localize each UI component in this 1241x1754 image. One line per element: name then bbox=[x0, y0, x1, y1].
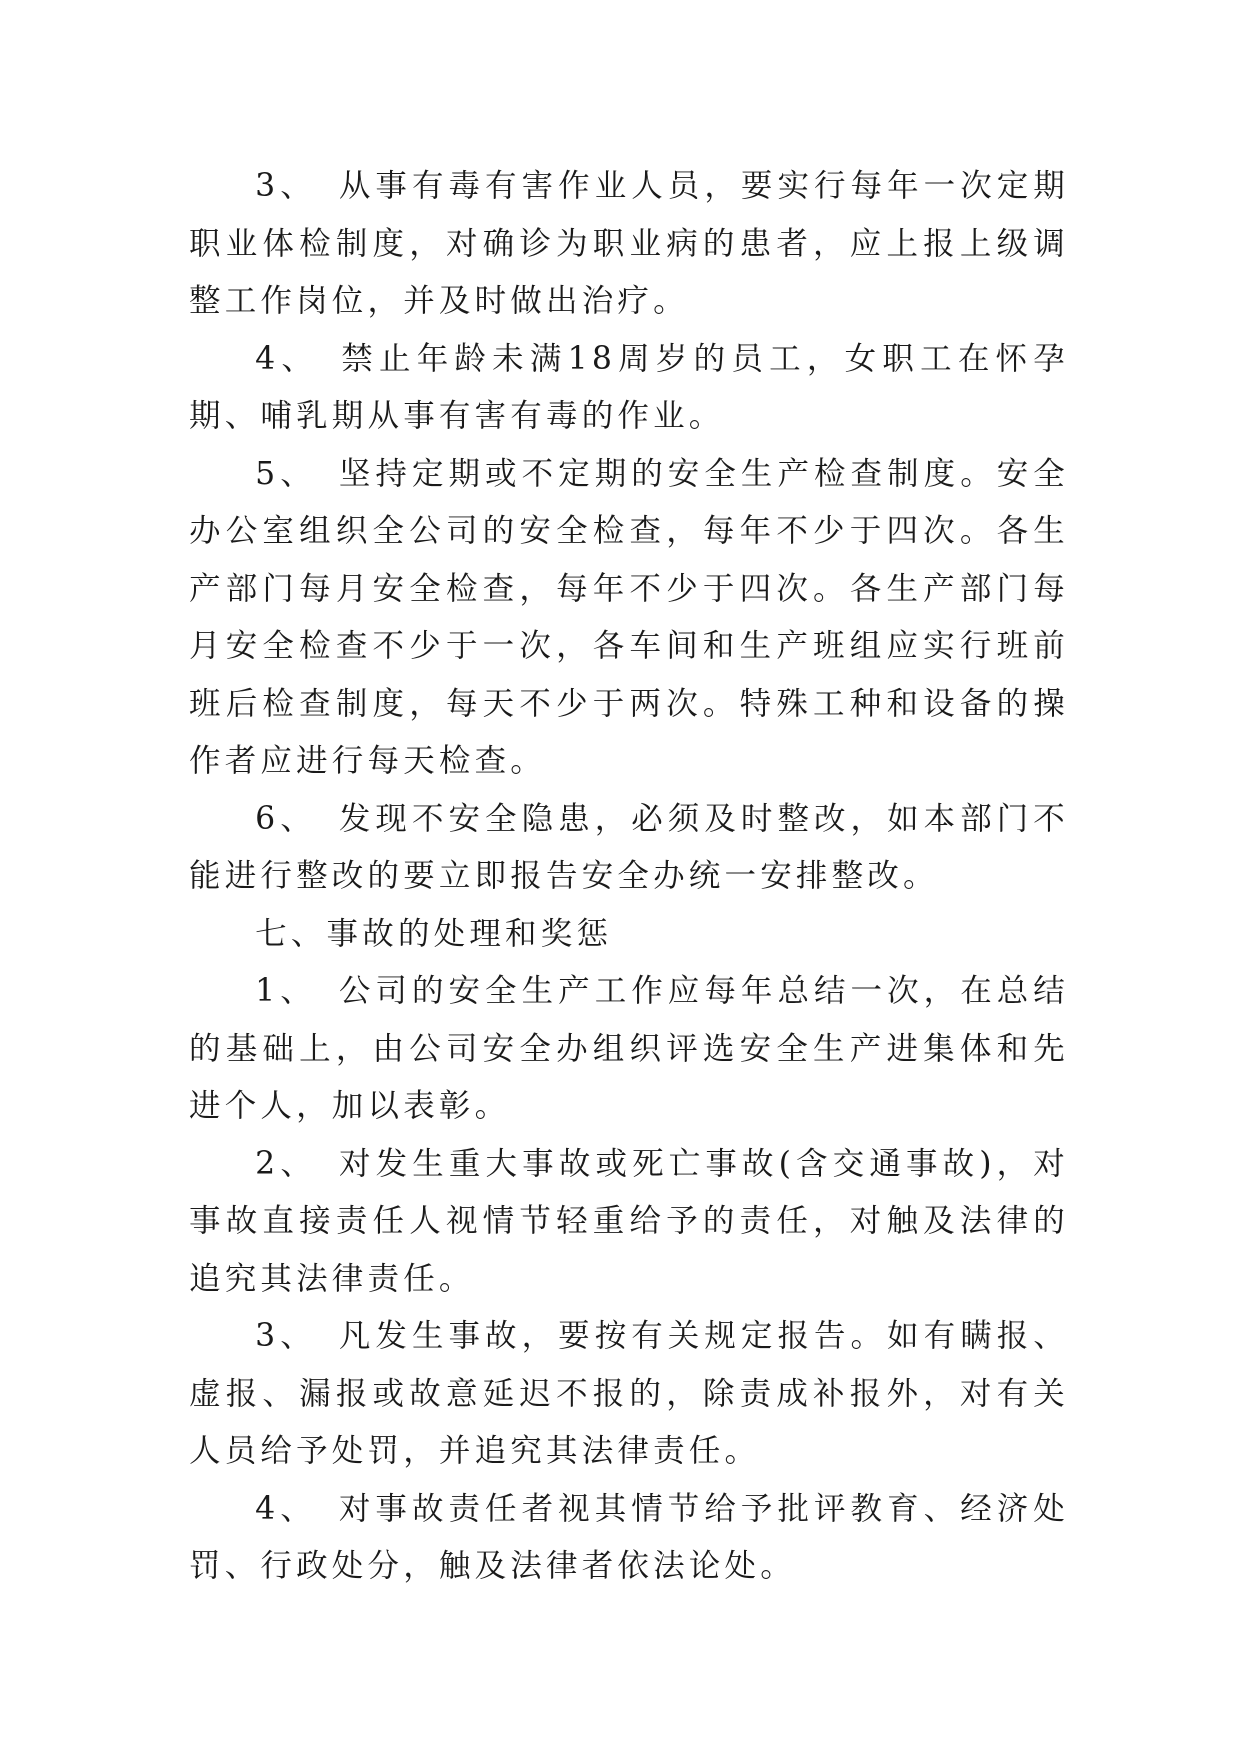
paragraph-number: 2、 bbox=[255, 1145, 317, 1182]
section-paragraph-3 bbox=[189, 1308, 1069, 1481]
paragraph-number: 4、 bbox=[255, 1490, 317, 1527]
paragraph-number: 5、 bbox=[255, 455, 317, 492]
paragraph-text: 禁止年龄未满18周岁的员工，女职工在怀孕期、哺乳期从事有害有毒的作业。 bbox=[189, 340, 1069, 434]
paragraph-number: 6、 bbox=[255, 800, 317, 837]
paragraph-number: 3、 bbox=[255, 168, 317, 204]
paragraph-item-6 bbox=[189, 791, 1069, 906]
section-heading: 七、事故的处理和奖惩 bbox=[255, 915, 613, 952]
paragraph-text: 公司的安全生产工作应每年总结一次，在总结的基础上，由公司安全办组织评选安全生产进集体和先进个人，加以表彰。 bbox=[189, 973, 1069, 1124]
paragraph-item-3 bbox=[189, 158, 1069, 331]
paragraph-text: 凡发生事故，要按有关规定报告。如有瞒报、虚报、漏报或故意延迟不报的，除责成补报外，对有关人员给予处罚，并追究其法律责任。 bbox=[189, 1318, 1069, 1469]
paragraph-number: 4、 bbox=[255, 340, 320, 377]
paragraph-text: 对发生重大事故或死亡事故(含交通事故)，对事故直接责任人视情节轻重给予的责任，对触及法律的追究其法律责任。 bbox=[189, 1145, 1069, 1297]
document-body bbox=[189, 158, 1069, 1596]
section-paragraph-2 bbox=[189, 1136, 1069, 1309]
paragraph-number: 3、 bbox=[255, 1318, 317, 1354]
paragraph-number: 1、 bbox=[255, 973, 317, 1009]
paragraph-text: 从事有毒有害作业人员，要实行每年一次定期职业体检制度，对确诊为职业病的患者，应上报上级调整工作岗位，并及时做出治疗。 bbox=[189, 168, 1069, 319]
paragraph-item-4 bbox=[189, 331, 1069, 446]
paragraph-item-5 bbox=[189, 446, 1069, 791]
section-paragraph-1 bbox=[189, 963, 1069, 1136]
paragraph-text: 发现不安全隐患，必须及时整改，如本部门不能进行整改的要立即报告安全办统一安排整改。 bbox=[189, 800, 1069, 894]
section-paragraph-4 bbox=[189, 1481, 1069, 1596]
paragraph-text: 坚持定期或不定期的安全生产检查制度。安全办公室组织全公司的安全检查，每年不少于四次。各生产部门每月安全检查，每年不少于四次。各生产部门每月安全检查不少于一次，各车间和生产班组应实行班前班后检查制度，每天不少于两次。特殊工种和设备的操作者应进行每天检查。 bbox=[189, 455, 1069, 779]
paragraph-text: 对事故责任者视其情节给予批评教育、经济处罚、行政处分，触及法律者依法论处。 bbox=[189, 1490, 1069, 1584]
